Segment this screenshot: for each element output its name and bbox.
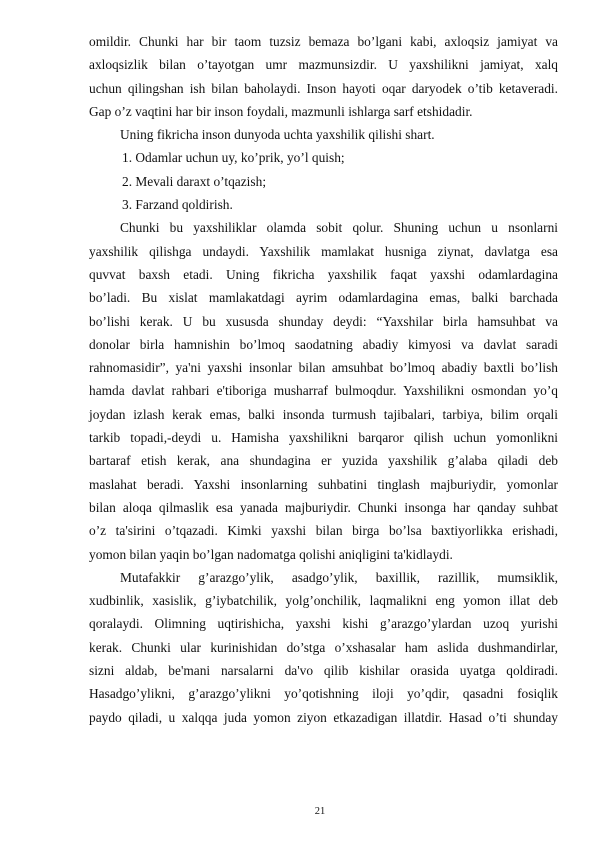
text-line: donolar birla hamnishin bo’lmoq saodatning abadiy kimyosi va davlat saradi: [89, 336, 558, 352]
text-line: Mutafakkir g’arazgo’ylik, asadgo’ylik, baxillik, razillik, mumsiklik,: [120, 569, 558, 585]
text-line: bo’ladi. Bu xislat mamlakatdagi ayrim odamlardagina emas, balki barchada: [89, 290, 558, 306]
text-line: axloqsizlik bilan o’tayotgan umr mazmunsizdir. U yaxshilikni jamiyat, xalq: [89, 57, 558, 73]
text-line: bartaraf etish kerak, ana shundagina er yuzida yaxshilik g’alaba qiladi deb: [89, 453, 558, 469]
text-line: 2. Mevali daraxt o’tqazish;: [122, 173, 267, 189]
body-text: [89, 30, 558, 729]
text-line: paydo qiladi, u xalqqa juda yomon ziyon etkazadigan illatdir. Hasad o’ti shunday: [89, 709, 558, 725]
text-line: Hasadgo’ylikni, g’arazgo’ylikni yo’qotishning iloji yo’qdir, qasadni fosiqlik: [89, 686, 558, 702]
text-line: joydan izlash kerak emas, balki insonda turmush tajibalari, tarbiya, bilim orqali: [89, 406, 558, 422]
text-line: omildir. Chunki har bir taom tuzsiz bemaza bo’lgani kabi, axloqsiz jamiyat va: [89, 34, 558, 49]
text-line: quvvat baxsh etadi. Uning fikricha yaxshilik faqat yaxshi odamlardagina: [89, 266, 558, 282]
text-line: 1. Odamlar uchun uy, ko’prik, yo’l quish;: [122, 150, 345, 166]
text-line: hamda davlat rahbari e'tiboriga musharraf bulmoqdur. Yaxshilikni osmondan yo’q: [89, 383, 558, 399]
text-line: sizni aldab, be'mani narsalarni da'vo qilib kishilar orasida uyatga qoldiradi.: [89, 663, 558, 679]
text-line: o’z ta'sirini o’tqazadi. Kimki yaxshi bilan birga bo’lsa baxtiyorlikka erishadi,: [89, 523, 558, 539]
text-line: Uning fikricha inson dunyoda uchta yaxshilik qilishi shart.: [120, 127, 435, 143]
text-line: qoralaydi. Olimning uqtirishicha, yaxshi kishi g’arazgo’ylardan uzoq yurishi: [89, 616, 558, 632]
text-line: Chunki bu yaxshiliklar olamda sobit qolur. Shuning uchun u nsonlarni: [120, 220, 558, 236]
text-line: xudbinlik, xasislik, g’iybatchilik, yolg’onchilik, laqmalikni eng yomon illat deb: [89, 593, 558, 609]
text-line: 3. Farzand qoldirish.: [122, 197, 233, 213]
text-line: bilan aloqa qilmaslik esa yanada majburiydir. Chunki insonga har qanday suhbat: [89, 499, 558, 515]
text-line: bo’lishi kerak. U bu xususda shunday deydi: “Yaxshilar birla hamsuhbat va: [89, 313, 558, 329]
text-line: rahnomasidir”, ya'ni yaxshi insonlar bilan amsuhbat bo’lmoq abadiy baxtli bo’lish: [89, 360, 558, 376]
text-line: uchun qilingshan ish bilan baholaydi. Inson hayoti oqar daryodek o’tib ketaveradi.: [89, 80, 558, 96]
text-line: maslahat beradi. Yaxshi insonlarning suhbatini tinglash majburiydir, yomonlar: [89, 476, 558, 492]
text-line: Gap o’z vaqtini har bir inson foydali, mazmunli ishlarga sarf etshidadir.: [89, 103, 473, 119]
page-number: 21: [314, 806, 326, 817]
text-line: kerak. Chunki ular kurinishidan do’stga o’xshasalar ham aslida dushmandirlar,: [89, 639, 558, 655]
text-line: yomon bilan yaqin bo’lgan nadomatga qolishi aniqligini ta'kidlaydi.: [89, 546, 453, 562]
text-line: tarkib topadi,-deydi u. Hamisha yaxshilikni barqaror qilish uchun yomonlikni: [89, 430, 558, 446]
text-line: yaxshilik qilishga undaydi. Yaxshilik mamlakat husniga ziynat, davlatga esa: [89, 243, 558, 259]
